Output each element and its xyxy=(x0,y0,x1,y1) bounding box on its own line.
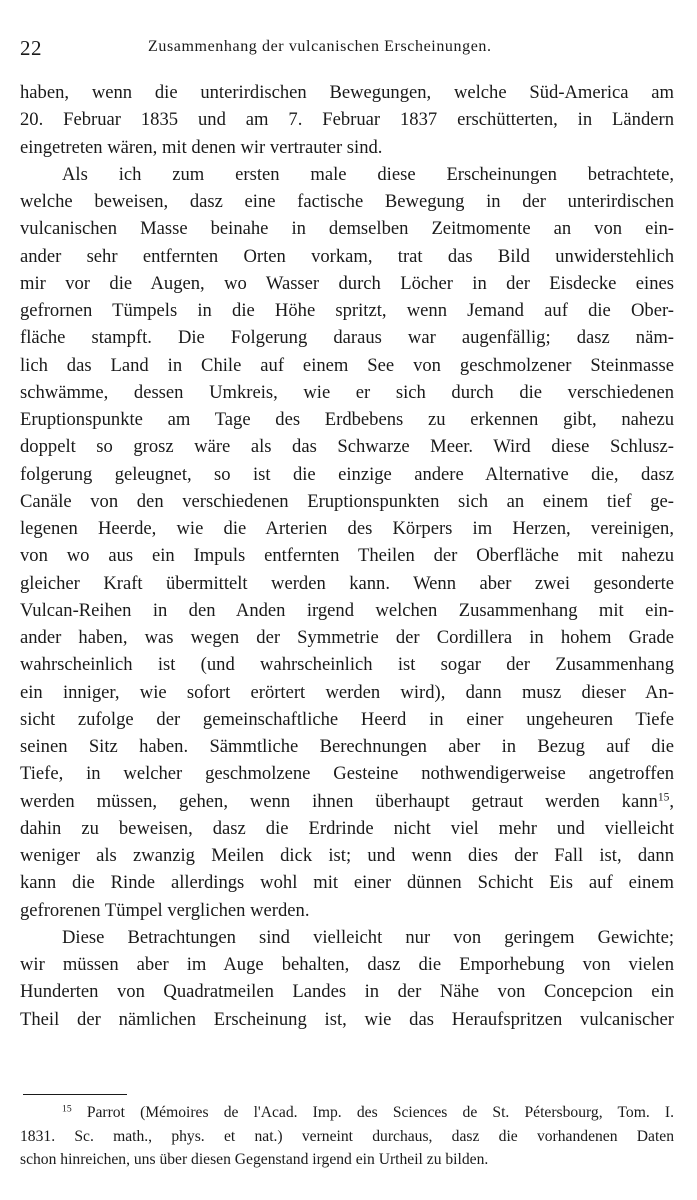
text-line: mir vor die Augen, wo Wasser durch Löcher in der Eisdecke eines xyxy=(20,272,674,294)
text-segment: werden müssen, gehen, wenn ihnen überhaupt getraut werden kann xyxy=(20,790,658,812)
text-line: wahrscheinlich ist (und wahrscheinlich ist sogar der Zusammenhang xyxy=(20,654,674,676)
text-line: kann die Rinde allerdings wohl mit einer dünnen Schicht Eis auf einem xyxy=(20,872,674,894)
text-line: gefrorenen Tümpel verglichen werden. xyxy=(20,899,310,921)
footnote-text: Parrot (Mémoires de l'Acad. Imp. des Sciences de St. Pétersbourg, Tom. I. xyxy=(86,1104,674,1121)
text-line: legenen Heerde, wie die Arterien des Körpers im Herzen, vereinigen, xyxy=(20,518,674,539)
text-line: 20. Februar 1835 und am 7. Februar 1837 erschütterten, in Ländern xyxy=(20,109,674,131)
page-header xyxy=(20,36,675,62)
footnote-first-line xyxy=(20,1101,674,1125)
text-line: Hunderten von Quadratmeilen Landes in der Nähe von Concepcion ein xyxy=(20,981,674,1003)
text-line: folgerung geleugnet, so ist die einzige andere Alternative die, dasz xyxy=(20,463,674,485)
text-line: welche beweisen, dasz eine factische Bewegung in der unterirdischen xyxy=(20,191,674,212)
text-line: fläche stampft. Die Folgerung daraus war augenfällig; dasz näm- xyxy=(20,327,674,349)
paragraph-start-line: Als ich zum ersten male diese Erscheinungen betrachtete, xyxy=(62,163,674,185)
text-line: weniger als zwanzig Meilen dick ist; und wenn dies der Fall ist, dann xyxy=(20,845,674,866)
text-line: ander haben, was wegen der Symmetrie der Cordillera in hohem Grade xyxy=(20,627,674,648)
text-line: gefrornen Tümpels in die Höhe spritzt, wenn Jemand auf die Ober- xyxy=(20,300,674,321)
text-line: Theil der nämlichen Erscheinung ist, wie das Heraufspritzen vulcanischer xyxy=(20,1008,674,1030)
footnote-line: schon hinreichen, uns über diesen Gegenstand irgend ein Urtheil zu bilden. xyxy=(20,1151,489,1168)
text-line: ander sehr entfernten Orten vorkam, trat das Bild unwiderstehlich xyxy=(20,245,674,267)
text-line: wir müssen aber im Auge behalten, dasz die Emporhebung von vielen xyxy=(20,954,674,975)
text-line: gleicher Kraft übermittelt werden kann. Wenn aber zwei gesonderte xyxy=(20,572,674,594)
text-line: haben, wenn die unterirdischen Bewegungen, welche Süd-America am xyxy=(20,82,674,103)
text-line: Tiefe, in welcher geschmolzene Gesteine nothwendigerweise angetroffen xyxy=(20,763,674,785)
text-line: von wo aus ein Impuls entfernten Theilen der Oberfläche mit nahezu xyxy=(20,545,674,567)
text-line: doppelt so grosz wäre als das Schwarze Meer. Wird diese Schlusz- xyxy=(20,436,674,458)
text-line: sicht zufolge der gemeinschaftliche Heerd in einer ungeheuren Tiefe xyxy=(20,708,674,730)
page-number: 22 xyxy=(20,36,42,60)
text-line: eingetreten wären, mit denen wir vertrauter sind. xyxy=(20,136,383,158)
text-line: Eruptionspunkte am Tage des Erdbebens zu erkennen gibt, nahezu xyxy=(20,409,674,430)
text-line: Canäle von den verschiedenen Eruptionspunkten sich an einem tief ge- xyxy=(20,490,674,512)
footnote-ref-comma: , xyxy=(669,790,674,812)
text-line: dahin zu beweisen, dasz die Erdrinde nicht viel mehr und vielleicht xyxy=(20,817,674,839)
footnote-reference: 15 xyxy=(657,791,670,804)
text-line: vulcanischen Masse beinahe in demselben Zeitmomente an von ein- xyxy=(20,218,674,240)
text-line: schwämme, dessen Umkreis, wie er sich durch die verschiedenen xyxy=(20,381,674,403)
text-line: seinen Sitz haben. Sämmtliche Berechnungen aber in Bezug auf die xyxy=(20,736,674,757)
text-line: Vulcan-Reihen in den Anden irgend welchen Zusammenhang mit ein- xyxy=(20,599,674,621)
running-title: Zusammenhang der vulcanischen Erscheinungen. xyxy=(148,38,492,55)
text-line: lich das Land in Chile auf einem See von geschmolzener Steinmasse xyxy=(20,354,674,376)
text-line: ein inniger, wie sofort erörtert werden wird), dann musz dieser An- xyxy=(20,681,674,703)
footnote-marker: 15 xyxy=(62,1103,72,1115)
text-line-with-footnote-ref xyxy=(20,788,674,815)
footnote-line: 1831. Sc. math., phys. et nat.) verneint durchaus, dasz die vorhandenen Daten xyxy=(20,1127,674,1145)
footnote xyxy=(20,1101,674,1172)
main-text xyxy=(20,79,674,1033)
paragraph-start-line: Diese Betrachtungen sind vielleicht nur von geringem Gewichte; xyxy=(62,926,674,948)
footnote-divider xyxy=(23,1094,127,1095)
